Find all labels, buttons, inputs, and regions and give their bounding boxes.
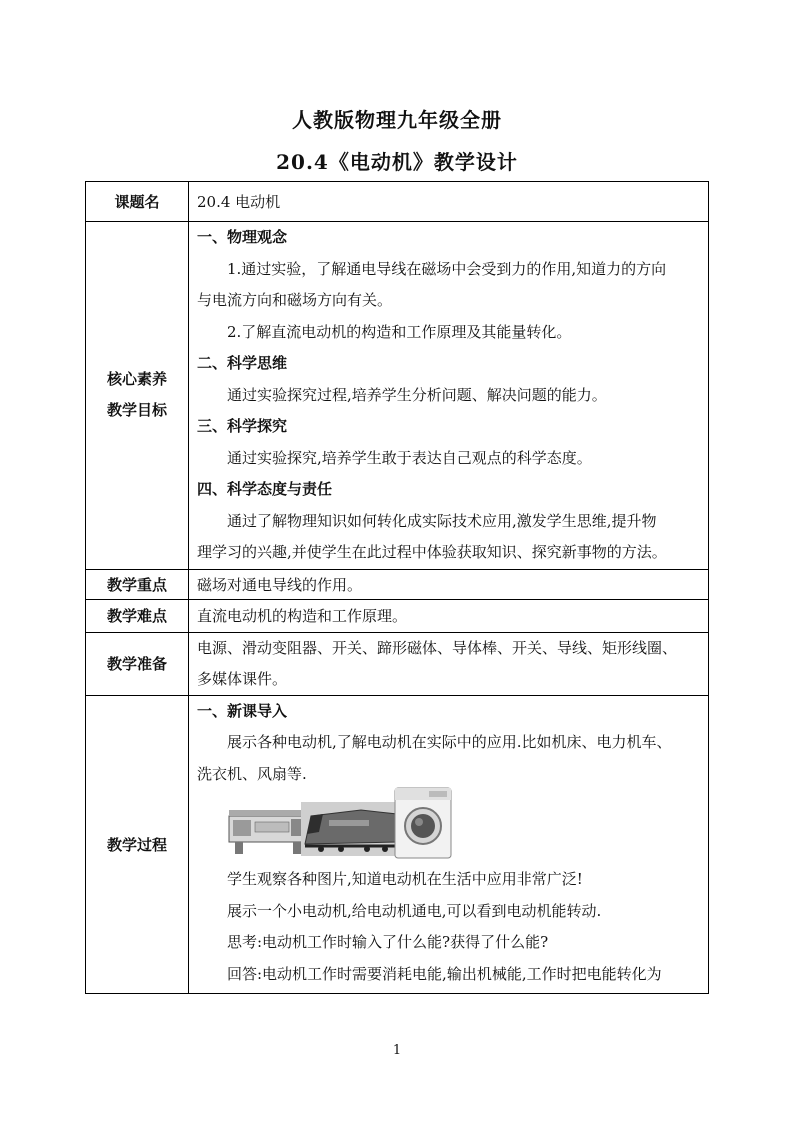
section-line: 理学习的兴趣,并使学生在此过程中体验获取知识、探究新事物的方法。: [197, 543, 667, 561]
section-line: 通过了解物理知识如何转化成实际技术应用,激发学生思维,提升物: [227, 511, 657, 530]
core-goals-content: [189, 222, 709, 570]
document-title: 人教版物理九年级全册: [292, 108, 502, 132]
core-goals-label-line2: 教学目标: [106, 401, 167, 420]
section-heading: 一、物理观念: [197, 228, 288, 246]
topic-value: 20.4 电动机: [189, 182, 709, 222]
core-goals-label: [86, 222, 189, 570]
table-row-difficulty: [86, 599, 709, 632]
section-heading: 三、科学探究: [197, 417, 288, 435]
process-line: 学生观察各种图片,知道电动机在生活中应用非常广泛!: [227, 870, 583, 888]
section-heading: 四、科学态度与责任: [197, 480, 333, 498]
preparation-label: 教学准备: [86, 632, 189, 695]
motor-application-images: [227, 798, 700, 858]
section-line: 通过实验探究过程,培养学生分析问题、解决问题的能力。: [227, 385, 607, 404]
preparation-content: [189, 632, 709, 695]
table-row-key-point: [86, 569, 709, 599]
topic-label: 课题名: [86, 182, 189, 222]
table-row-preparation: [86, 632, 709, 695]
process-line: 思考:电动机工作时输入了什么能?获得了什么能?: [227, 933, 549, 951]
process-heading: 一、新课导入: [197, 701, 288, 720]
core-goals-label-line1: 核心素养: [106, 370, 167, 389]
section-line: 2.了解直流电动机的构造和工作原理及其能量转化。: [227, 322, 572, 341]
section-heading: 二、科学思维: [197, 354, 288, 372]
process-line: 展示各种电动机,了解电动机在实际中的应用.比如机床、电力机车、: [227, 733, 672, 751]
difficulty-label: 教学难点: [86, 599, 189, 632]
electric-locomotive-image: [301, 802, 401, 856]
section-line: 1.通过实验，了解通电导线在磁场中会受到力的作用,知道力的方向: [227, 259, 667, 278]
page-number: 1: [392, 1043, 402, 1058]
lesson-plan-table: [85, 181, 709, 994]
key-point-value: 磁场对通电导线的作用。: [189, 569, 709, 599]
table-row-topic: [86, 182, 709, 222]
document-subtitle: 20.4《电动机》教学设计: [276, 150, 518, 174]
machine-tool-image: [227, 806, 309, 856]
difficulty-value: 直流电动机的构造和工作原理。: [189, 599, 709, 632]
process-label: 教学过程: [86, 695, 189, 993]
preparation-line: 电源、滑动变阻器、开关、蹄形磁体、导体棒、开关、导线、矩形线圈、: [197, 638, 678, 657]
table-row-core-goals: [86, 222, 709, 570]
preparation-line: 多媒体课件。: [197, 669, 288, 688]
process-line: 洗衣机、风扇等.: [197, 764, 307, 783]
process-line: 回答:电动机工作时需要消耗电能,输出机械能,工作时把电能转化为: [227, 964, 662, 983]
key-point-label: 教学重点: [86, 569, 189, 599]
process-content: [189, 695, 709, 993]
process-line: 展示一个小电动机,给电动机通电,可以看到电动机能转动.: [227, 901, 602, 920]
washing-machine-image: [393, 786, 453, 860]
table-row-process: [86, 695, 709, 993]
section-line: 与电流方向和磁场方向有关。: [197, 291, 393, 309]
section-line: 通过实验探究,培养学生敢于表达自己观点的科学态度。: [227, 448, 592, 467]
